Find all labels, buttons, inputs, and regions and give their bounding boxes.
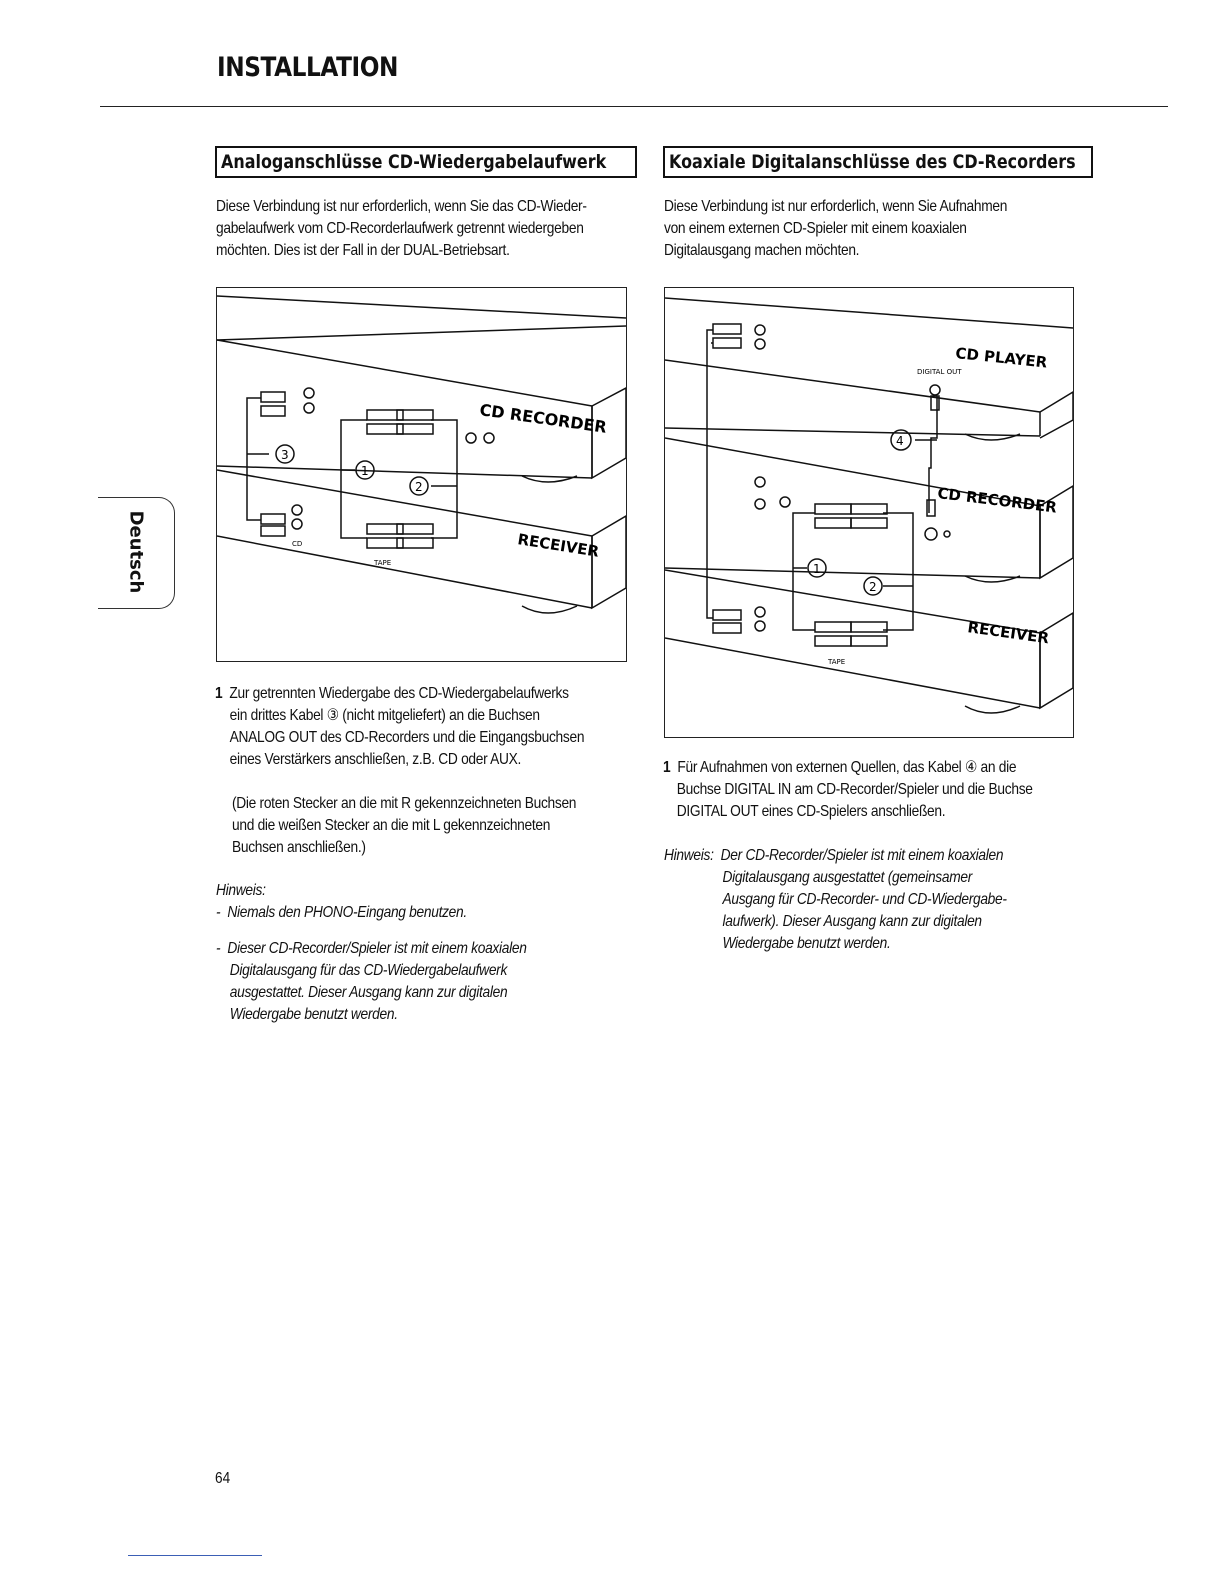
- callout-4: 4: [896, 434, 904, 448]
- left-intro: Diese Verbindung ist nur erforderlich, wenn Sie das CD-Wieder- gabelaufwerk vom CD-Recorderlaufwerk getrennt wiedergeben möchten. Dies ist der Fall in der DUAL-Betriebsart.: [216, 198, 587, 259]
- callout-1: 1: [361, 464, 369, 478]
- callout-3: 3: [281, 448, 289, 462]
- page-number: 64: [215, 1470, 231, 1487]
- footer-rule: [128, 1555, 262, 1556]
- device-edge: [217, 296, 626, 318]
- title-divider: [100, 106, 1168, 107]
- page-title: INSTALLATION: [217, 52, 399, 83]
- callout-1: 1: [813, 562, 821, 576]
- device-label-receiver: RECEIVER: [516, 530, 601, 561]
- jack-label-digital-out: DIGITAL OUT: [917, 368, 962, 376]
- right-section-heading: Koaxiale Digitalanschlüsse des CD-Recorders: [663, 146, 1093, 178]
- device-label-cd-recorder: CD RECORDER: [478, 400, 608, 437]
- jack-label-tape: TAPE: [828, 658, 846, 666]
- jack-label-tape: TAPE: [374, 559, 392, 567]
- left-paren-note: (Die roten Stecker an die mit R gekennzeichneten Buchsen und die weißen Stecker an die mit L gekennzeichneten Buchsen anschließen.): [232, 795, 577, 856]
- language-tab-label: Deutsch: [125, 510, 147, 594]
- right-connection-diagram: [664, 287, 1074, 738]
- callout-2: 2: [415, 480, 423, 494]
- device-label-receiver: RECEIVER: [966, 618, 1051, 648]
- callout-2: 2: [869, 580, 877, 594]
- device-label-cd-player: CD PLAYER: [954, 344, 1049, 372]
- step-number: 1: [663, 759, 671, 776]
- right-intro: Diese Verbindung ist nur erforderlich, wenn Sie Aufnahmen von einem externen CD-Spieler mit einem koaxialen Digitalausgang machen möchten.: [664, 198, 1008, 259]
- device-label-cd-recorder: CD RECORDER: [936, 484, 1058, 517]
- jack-label-cd: CD: [292, 540, 303, 548]
- left-connection-diagram: [216, 287, 627, 662]
- left-note: Hinweis: - Niemals den PHONO-Eingang benutzen. - Dieser CD-Recorder/Spieler ist mit einem koaxialen Digitalausgang für das CD-Wiedergabelaufwerk ausgestattet. Dieser Ausgang kann zur digitalen Wiedergabe benutzt werden.: [216, 882, 527, 1023]
- left-section-heading: Analoganschlüsse CD-Wiedergabelaufwerk: [215, 146, 637, 178]
- right-step-1: 1 Für Aufnahmen von externen Quellen, das Kabel ④ an die Buchse DIGITAL IN am CD-Recorder/Spieler und die Buchse DIGITAL OUT eines CD-Spielers anschließen.: [663, 759, 1033, 820]
- step-number: 1: [215, 685, 223, 702]
- left-step-1: 1 Zur getrennten Wiedergabe des CD-Wiedergabelaufwerks ein drittes Kabel ③ (nicht mitgeliefert) an die Buchsen ANALOG OUT des CD-Recorders und die Eingangsbuchsen eines Verstärkers anschließen, z.B. CD oder AUX.: [215, 685, 585, 768]
- right-note: Hinweis: Der CD-Recorder/Spieler ist mit einem koaxialen Digitalausgang ausgestattet (gemeinsamer Ausgang für CD-Recorder- und CD-Wiedergabe- laufwerk). Dieser Ausgang kann zur digitalen Wiedergabe benutzt werden.: [664, 847, 1007, 952]
